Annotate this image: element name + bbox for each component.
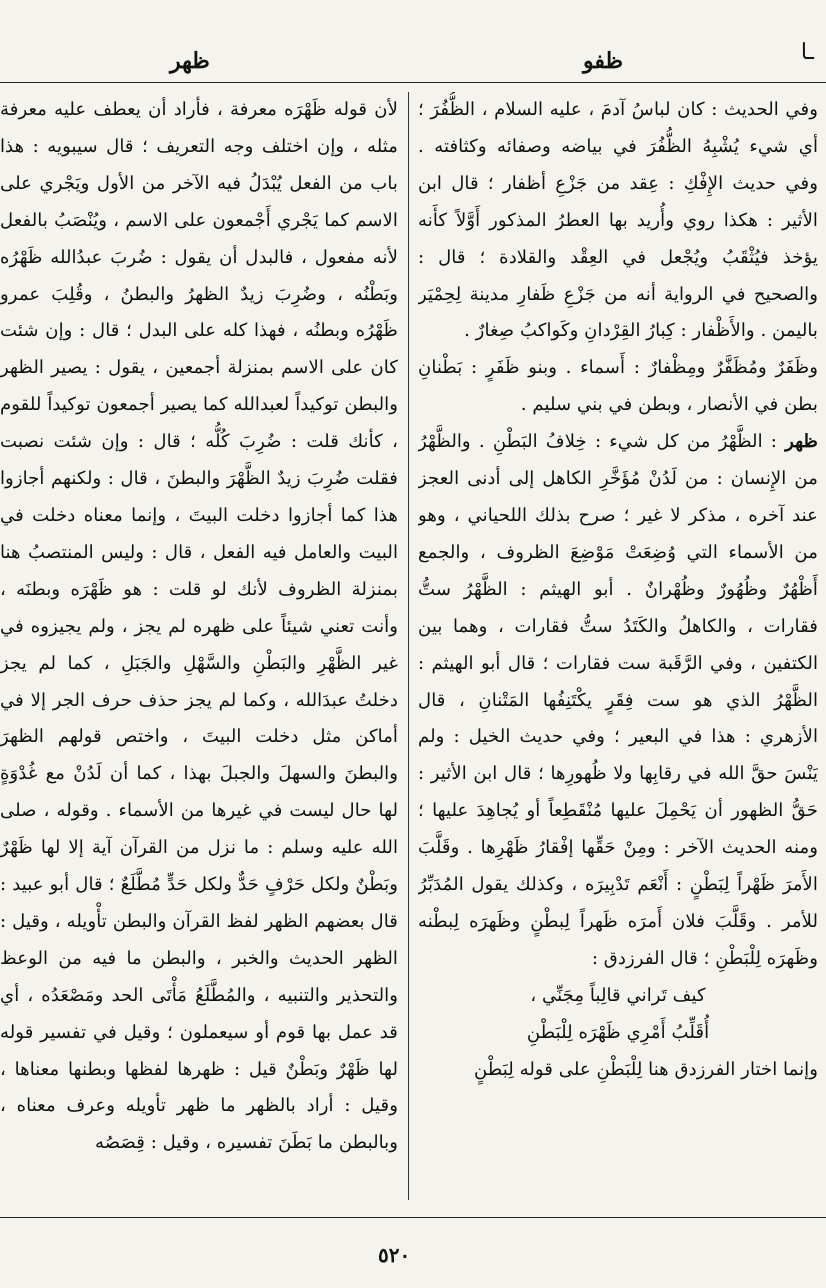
left-column [0,92,398,1202]
verse-line-2: أُقَلِّبُ أَمْرِي ظَهْرَه لِلْبَطْنِ [526,1021,710,1043]
bottom-rule [0,1217,826,1218]
top-rule [0,82,826,83]
right-paragraph-4: وإنما اختار الفرزدق هنا لِلْبَطْنِ على قوله لِبَطْنٍ [474,1058,818,1080]
header-right-word: ظفو [583,48,624,74]
right-paragraph-2: وظَفَرٌ ومُظَفَّرٌ ومِظْفارٌ : أَسماء . وبنو ظَفَرٍ : بَطْنانِ بطن في الأنصار ، وبطن في بني سليم . [418,357,818,416]
entry-head-word: ظهر [785,431,818,453]
margin-mark: ـا [800,40,814,65]
left-paragraph-1: لأن قوله ظَهْرَه معرفة ، فأراد أن يعطف عليه معرفة مثله ، وإن اختلف وجه التعريف ؛ قال سيبويه : هذا باب من الفعل يُبْدَلُ فيه الآخر من الأول ويَجْري على الاسم كما يَجْري أَجْمعون على الاسم ، ويُنْصَبُ بالفعل لأنه مفعول ، فالبدل أن يقول : ضُربَ عبدُالله ظَهْرُه وبَطْنُه ، وضُرِبَ زيدٌ الظهرُ والبطنُ ، وقُلِبَ عمرو ظَهْرُه وبطنُه ، فهذا كله على البدل ؛ قال : وإن شئت كان على الاسم بمنزلة أجمعين ، يقول : يصير الظهر والبطن توكيداً لعبدالله كما يصير أجمعون توكيداً للقوم ، كأنك قلت : ضُرِبَ كُلُّه ؛ قال : وإن شئت نصبت فقلت ضُرِبَ زيدٌ الظَّهْرَ والبطنَ ، قال : ولكنهم أجازوا هذا كما أجازوا دخلت البيتَ ، وإنما معناه دخلت في البيت والعامل فيه الفعل ، قال : وليس المنتصبُ هنا بمنزلة الظروف لأنك لو قلت : هو ظَهْرَه وبطنَه ، وأنت تعني شيئاً على ظهره لم يجز ، ولم يجيزوه في غير الظَّهْرِ والبَطْنِ والسَّهْلِ والجَبَلِ ، كما لم يجز دخلتُ عبدَالله ، وكما لم يجز حذف حرف الجر إلا في أماكن مثل دخلت البيتَ ، واختص قولهم الظهرَ والبطنَ والسهلَ والجبلَ بهذا ، كما أن لَدُنْ مع غُدْوَةٍ لها حال ليست في غيرها من الأسماء . وقوله ، صلى الله عليه وسلم : ما نزل من القرآن آية إلا لها ظَهْرٌ وبَطْنٌ ولكل حَرْفٍ حَدٌّ ولكل حَدٍّ مُطَّلَعٌ ؛ قال أبو عبيد : قال بعضهم الظهر لفظ القرآن والبطن تأْويله ، وقيل : الظهر الحديث والخبر ، والبطن ما فيه من الوعظ والتحذير والتنبيه ، والمُطَّلَعُ مَأْتَى الحد ومَصْعَدُه ، أي قد عمل بها قوم أو سيعملون ؛ وقيل في تفسير قوله لها ظَهْرٌ وبَطْنٌ قيل : ظهرها لفظها وبطنها معناها ، وقيل : أراد بالظهر ما ظهر تأويله وعرف معناه ، وبالبطن ما بَطَنَ تفسيره ، وقيل : قِصَصُه [0,99,398,1154]
right-paragraph-3: : الظَّهْرُ من كل شيء : خِلافُ البَطْنِ . والظَّهْرُ من الإِنسان : من لَدُنْ مُؤَخَّرِ الكاهل إلى أدنى العجز عند آخره ، مذكر لا غير ؛ صرح بذلك اللحياني ، وهو من الأسماء التي وُضِعَتْ مَوْضِعَ الظروف ، والجمع أَظْهُرٌ وظُهُورٌ وظُهْرانٌ . أبو الهيثم : الظَّهْرُ ستُّ فقارات ، والكاهلُ والكَتَدُ ستُّ فقارات ، وهما بين الكتفين ، وفي الرَّقَبة ست فقارات ؛ قال أبو الهيثم : الظَّهْرُ الذي هو ست فِقَرٍ يكْتَنِفُها المَتْنانِ ، قال الأزهري : هذا في البعير ؛ وفي حديث الخيل : ولم يَنْسَ حقَّ الله في رقابِها ولا ظُهورِها ؛ قال ابن الأثير : حَقُّ الظهور أن يَحْمِلَ عليها مُنْقَطِعاً أو يُجاهِدَ عليها ؛ ومنه الحديث الآخر : ومِنْ حَقِّها إفْقارُ ظَهْرِها . وقَلَّبَ الأَمرَ ظَهْراً لِبَطْنٍ : أَنْعَم تَدْبِيرَه ، وكذلك يقول المُدَبِّرُ للأمر . وقَلَّبَ فلان أَمرَه ظَهراً لِبطْنٍ وظَهرَه لِبطْنه وظَهرَه لِلْبَطْنِ ؛ قال الفرزدق : [418,431,818,969]
page-number: ٥٢٠ [378,1243,411,1267]
verse-line-1: كيف تَراني قالِباً مِجَنِّي ، [530,984,706,1006]
column-separator [408,92,409,1200]
right-column [418,92,818,1202]
right-paragraph-1: وفي الحديث : كان لباسُ آدمَ ، عليه السلام ، الظُّفُرَ ؛ أي شيء يُشْبِهُ الظُّفُرَ في بياضه وصفائه وكثافته . وفي حديث الإِفْكِ : عِقد من جَزْعِ أظفار ؛ قال ابن الأثير : هكذا روي وأُريد بها العطرُ المذكور أَوَّلاً كأَنه يؤخذ فيُثْقَبُ ويُجْعل في العِقْد والقلادة ؛ قال : والصحيح في الرواية أنه من جَزْعِ ظَفارِ مدينة لِحِمْيَر باليمن . والأَظْفار : كِبارُ القِرْدانِ وكَواكبُ صِغارٌ . [418,99,818,342]
header-left-word: ظهر [170,48,210,74]
right-entry-zhr [418,424,818,978]
